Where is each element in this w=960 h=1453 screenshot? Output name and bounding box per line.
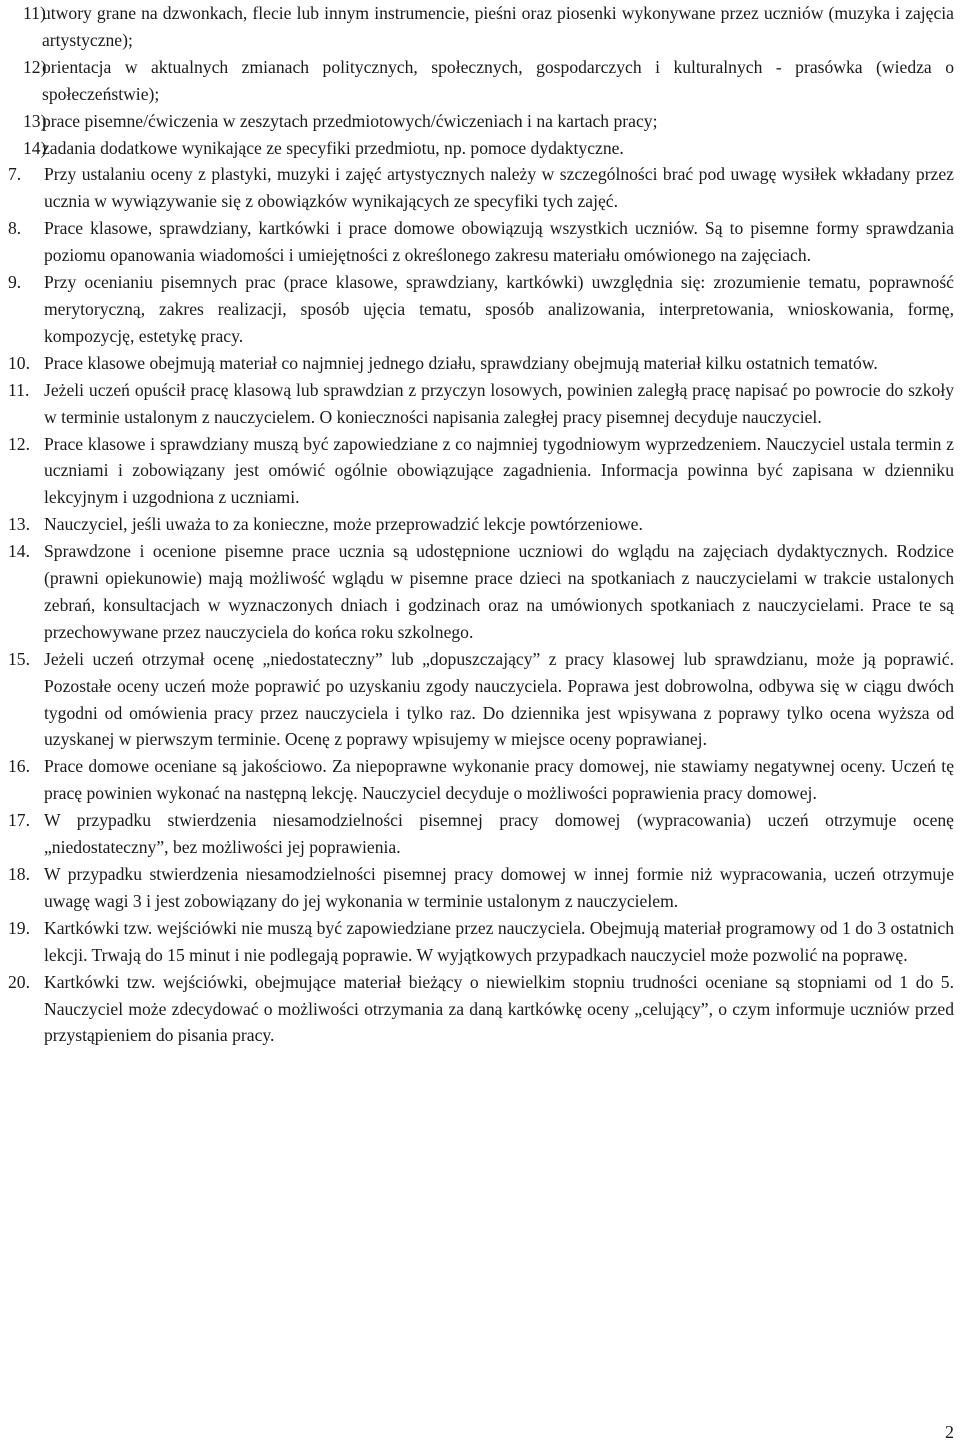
paragraph-text: Kartkówki tzw. wejściówki, obejmujące materiał bieżący o niewielkim stopniu trudności oceniane są stopniami od 1 do 5. Nauczyciel może zdecydować o możliwości otrzymania za daną kartkówkę oceny „celujący”, o czym informuje uczniów przed przystąpieniem do pisania pracy. <box>44 971 954 1046</box>
item-number: 13) <box>23 110 47 131</box>
paragraph-text: Prace domowe oceniane są jakościowo. Za niepoprawne wykonanie pracy domowej, nie stawiamy negatywnej oceny. Uczeń tę pracę powinien wykonać na następną lekcję. Nauczyciel decyduje o możliwości poprawienia pracy domowej. <box>44 756 954 804</box>
numbered-paragraph <box>8 861 954 915</box>
paragraph-number: 14. <box>8 541 30 562</box>
paragraph-number: 7. <box>8 164 22 185</box>
paragraph-text: Prace klasowe obejmują materiał co najmniej jednego działu, sprawdziany obejmują materiał kilku ostatnich tematów. <box>44 352 878 373</box>
paragraph-number: 18. <box>8 864 30 884</box>
numbered-paragraph <box>8 807 954 861</box>
numbered-paragraph <box>8 511 954 538</box>
paragraph-number: 16. <box>8 756 30 777</box>
paragraph-number: 17. <box>8 810 30 831</box>
numbered-paragraph <box>8 538 954 646</box>
list-item <box>8 0 954 54</box>
paragraph-number: 19. <box>8 917 30 938</box>
paragraph-number: 10. <box>8 352 30 373</box>
item-text: utwory grane na dzwonkach, flecie lub innym instrumencie, pieśni oraz piosenki wykonywane przez uczniów (muzyka i zajęcia artystyczne); <box>42 3 954 50</box>
numbered-paragraph <box>8 753 954 807</box>
numbered-paragraph <box>8 350 954 377</box>
paragraph-number: 12. <box>8 433 30 454</box>
numbered-paragraph <box>8 377 954 431</box>
list-item <box>8 54 954 108</box>
numbered-paragraph <box>8 646 954 754</box>
paragraph-number: 9. <box>8 272 22 293</box>
numbered-paragraph <box>8 915 954 969</box>
paragraph-number: 15. <box>8 648 30 669</box>
paragraph-text: W przypadku stwierdzenia niesamodzielności pisemnej pracy domowej w innej formie niż wypracowania, uczeń otrzymuje uwagę wagi 3 i jest zobowiązany do jej wykonania w terminie ustalonym z nauczycielem. <box>44 864 954 911</box>
paragraph-number: 13. <box>8 514 30 535</box>
numbered-paragraph <box>8 215 954 269</box>
list-item <box>8 135 954 162</box>
paragraph-text: Prace klasowe i sprawdziany muszą być zapowiedziane z co najmniej tygodniowym wyprzedzeniem. Nauczyciel ustala termin z uczniami i zobowiązany jest omówić ogólnie obowiązujące zagadnienia. Informacja powinna być zapisana w dzienniku lekcyjnym i uzgodniona z uczniami. <box>44 433 954 508</box>
paragraph-text: Sprawdzone i ocenione pisemne prace ucznia są udostępnione uczniowi do wglądu na zajęciach dydaktycznych. Rodzice (prawni opiekunowie) mają możliwość wglądu w pisemne prace dzieci na spotkaniach z nauczycielami w trakcie ustalonych zebrań, konsultacjach w wyznaczonych dniach i godzinach oraz na umówionych spotkaniach z nauczycielami. Prace te są przechowywane przez nauczyciela do końca roku szkolnego. <box>44 541 954 642</box>
numbered-paragraph <box>8 269 954 350</box>
paragraph-number: 11. <box>8 379 30 400</box>
paragraph-text: Jeżeli uczeń otrzymał ocenę „niedostateczny” lub „dopuszczający” z pracy klasowej lub sprawdzianu, może ją poprawić. Pozostałe oceny uczeń może poprawić po uzyskaniu zgody nauczyciela. Poprawa jest dobrowolna, odbywa się w ciągu dwóch tygodni od omówienia pracy przez nauczyciela i tylko raz. Do dziennika jest wpisywana z poprawy tylko ocena wyższa od uzyskanej w pierwszym terminie. Ocenę z poprawy wpisujemy w miejsce oceny poprawianej. <box>44 648 954 750</box>
numbered-paragraph <box>8 969 954 1050</box>
item-number: 11) <box>23 3 46 23</box>
paragraph-text: Kartkówki tzw. wejściówki nie muszą być zapowiedziane przez nauczyciela. Obejmują materiał programowy od 1 do 3 ostatnich lekcji. Trwają do 15 minut i nie podlegają poprawie. W wyjątkowych przypadkach nauczyciel może pozwolić na poprawę. <box>44 917 954 965</box>
page-number: 2 <box>945 1422 954 1442</box>
paragraph-text: Przy ocenianiu pisemnych prac (prace klasowe, sprawdziany, kartkówki) uwzględnia się: zrozumienie tematu, poprawność merytoryczną, zakres realizacji, sposób ujęcia tematu, sposób analizowania, interpretowania, wnioskowania, formę, kompozycję, estetykę pracy. <box>44 272 954 346</box>
item-text: zadania dodatkowe wynikające ze specyfiki przedmiotu, np. pomoce dydaktyczne. <box>42 137 624 158</box>
document-content <box>8 0 954 1049</box>
paragraph-number: 8. <box>8 218 22 239</box>
item-number: 14) <box>23 137 47 158</box>
item-number: 12) <box>23 56 47 77</box>
list-item <box>8 108 954 135</box>
numbered-paragraph <box>8 431 954 512</box>
paragraph-text: W przypadku stwierdzenia niesamodzielności pisemnej pracy domowej (wypracowania) uczeń otrzymuje ocenę „niedostateczny”, bez możliwości jej poprawienia. <box>44 810 954 858</box>
item-text: prace pisemne/ćwiczenia w zeszytach przedmiotowych/ćwiczeniach i na kartach pracy; <box>42 110 658 131</box>
numbered-paragraph <box>8 161 954 215</box>
paragraph-text: Nauczyciel, jeśli uważa to za konieczne, może przeprowadzić lekcje powtórzeniowe. <box>44 514 643 535</box>
item-text: orientacja w aktualnych zmianach politycznych, społecznych, gospodarczych i kulturalnych - prasówka (wiedza o społeczeństwie); <box>42 56 954 104</box>
paragraph-text: Prace klasowe, sprawdziany, kartkówki i prace domowe obowiązują wszystkich uczniów. Są to pisemne formy sprawdzania poziomu opanowania wiadomości i umiejętności z określonego zakresu materiału omówionego na zajęciach. <box>44 218 954 266</box>
paragraph-number: 20. <box>8 971 30 992</box>
paragraph-text: Przy ustalaniu oceny z plastyki, muzyki i zajęć artystycznych należy w szczególności brać pod uwagę wysiłek wkładany przez ucznia w wywiązywanie się z obowiązków wynikających ze specyfiki tych zajęć. <box>44 164 954 212</box>
paragraph-text: Jeżeli uczeń opuścił pracę klasową lub sprawdzian z przyczyn losowych, powinien zaległą pracę napisać po powrocie do szkoły w terminie ustalonym z nauczycielem. O konieczności napisania zaległej pracy pisemnej decyduje nauczyciel. <box>44 379 954 427</box>
